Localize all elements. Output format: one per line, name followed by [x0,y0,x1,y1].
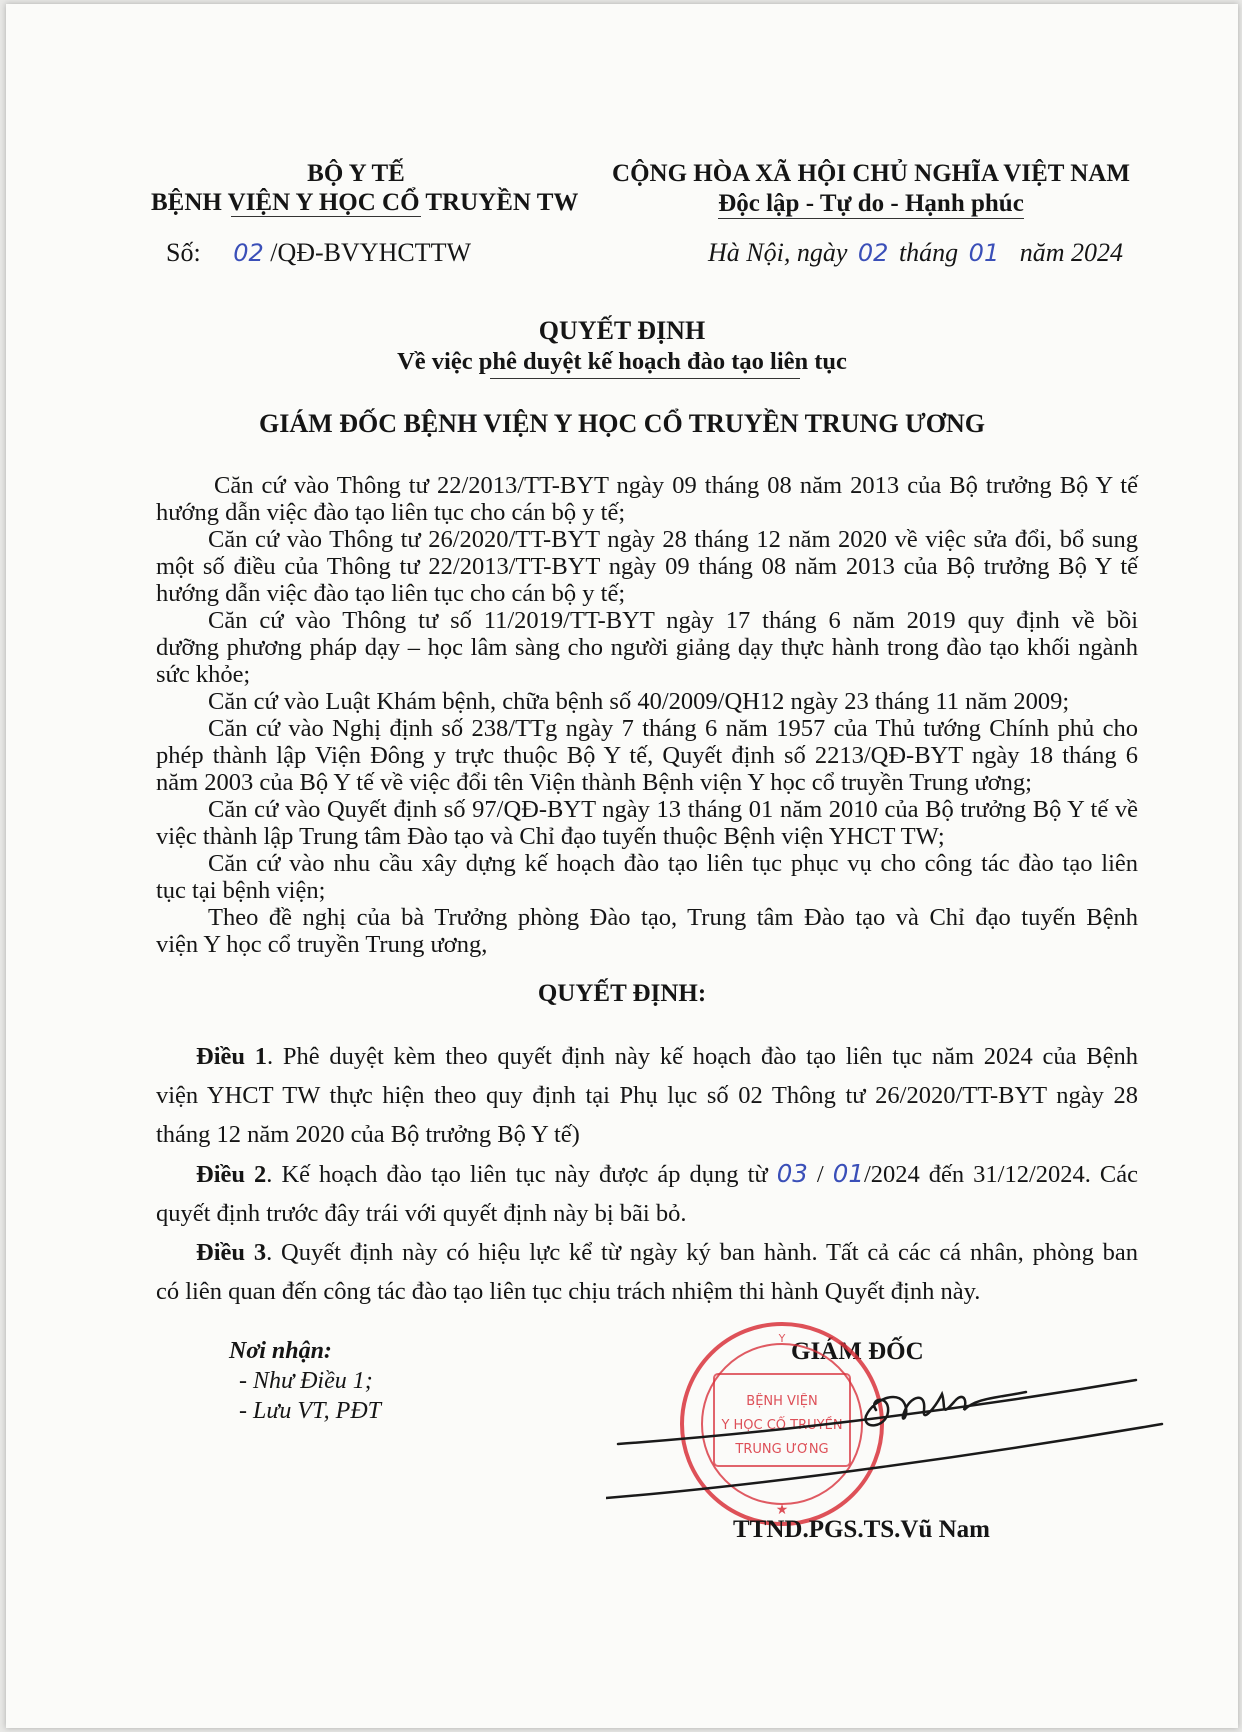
article-3-text: Quyết định này có hiệu lực kể từ ngày ký ban hành. Tất cả các cá nhân, phòng ban [281,1239,1139,1266]
article-2-text-after: /2024 đến 31/12/2024. Các [863,1161,1139,1188]
article-2-line: Điều 2. Kế hoạch đào tạo liên tục này được áp dụng từ 03 / 01/2024 đến 31/12/2024. Các [196,1159,1139,1188]
article-2-text: Kế hoạch đào tạo liên tục này được áp dụng từ [281,1161,768,1188]
signer-name: TTND.PGS.TS.Vũ Nam [733,1516,990,1543]
svg-text:Y: Y [778,1332,786,1345]
motto: Độc lập - Tự do - Hạnh phúc [718,190,1024,217]
number-label: Số: [166,238,201,267]
preamble-item [156,607,1138,688]
articles [156,1037,1138,1311]
preamble-line: Căn cứ vào Luật Khám bệnh, chữa bệnh số 40/2009/QH12 ngày 23 tháng 11 năm 2009; [208,688,1070,715]
article-3-line: Điều 3. Quyết định này có hiệu lực kể từ ngày ký ban hành. Tất cả các cá nhân, phòng ban [196,1239,1139,1266]
preamble-line: tục tại bệnh viện; [156,877,326,904]
document-number [166,238,471,268]
preamble-item [156,904,1138,958]
article-3-label: Điều 3 [196,1239,267,1266]
seal-text: Y HỌC CỔ TRUYỀN [721,1418,843,1433]
preamble-item [156,850,1138,904]
motto-underline [718,218,1024,219]
hospital-name [151,189,578,217]
article-1-text: Phê duyệt kèm theo quyết định này kế hoạch đào tạo liên tục năm 2024 của Bệnh [282,1043,1138,1070]
handwritten-number: 02 [233,239,264,267]
article-2-line: quyết định trước đây trái với quyết định này bị bãi bỏ. [156,1200,687,1227]
recipient-item: - Như Điều 1; [239,1368,373,1394]
preamble-line: Căn cứ vào Thông tư 22/2013/TT-BYT ngày 09 tháng 08 năm 2013 của Bộ trưởng Bộ Y tế [214,472,1138,499]
recipient-item: - Lưu VT, PĐT [239,1398,381,1424]
preamble-item [156,796,1138,850]
article-2 [156,1154,1138,1233]
preamble-line: Căn cứ vào Nghị định số 238/TTg ngày 7 tháng 6 năm 1957 của Thủ tướng Chính phủ cho [208,715,1138,742]
article-1-label: Điều 1 [196,1043,267,1070]
hospital-name-text: BỆNH VIỆN Y HỌC CỔ TRUYỀN TW [151,189,579,216]
document-page [6,4,1238,1728]
recipients-title: Nơi nhận: [229,1338,332,1364]
handwritten-start-day: 03 [776,1159,808,1188]
article-3 [156,1233,1138,1311]
article-1-line: tháng 12 năm 2020 của Bộ trưởng Bộ Y tế) [156,1121,580,1148]
preamble-item [156,715,1138,796]
article-1-line: Điều 1. Phê duyệt kèm theo quyết định này kế hoạch đào tạo liên tục năm 2024 của Bệnh [196,1043,1138,1070]
preamble-item [156,688,1138,715]
preamble-line: một số điều của Thông tư 22/2013/TT-BYT ngày 09 tháng 08 năm 2013 của Bộ trưởng Bộ Y tế [156,553,1138,580]
decision-heading: QUYẾT ĐỊNH: [537,980,707,1007]
preamble [156,472,1138,958]
decision-subtitle: Về việc phê duyệt kế hoạch đào tạo liên tục [397,348,847,375]
preamble-line: Căn cứ vào Quyết định số 97/QĐ-BYT ngày 13 tháng 01 năm 2010 của Bộ trưởng Bộ Y tế về [208,796,1138,823]
preamble-line: Căn cứ vào nhu cầu xây dựng kế hoạch đào tạo liên tục phục vụ cho công tác đào tạo liên [208,850,1138,877]
handwritten-day: 02 [857,239,889,267]
handwritten-start-month: 01 [832,1159,864,1188]
article-1-line: viện YHCT TW thực hiện theo quy định tại Phụ lục số 02 Thông tư 26/2020/TT-BYT ngày 28 [156,1082,1138,1109]
preamble-line: phép thành lập Viện Đông y trực thuộc Bộ Y tế, Quyết định số 2213/QĐ-BYT ngày 18 tháng 6 [156,742,1138,769]
year-label: năm 2024 [1019,238,1123,267]
preamble-item [156,472,1138,526]
republic-name: CỘNG HÒA XÃ HỘI CHỦ NGHĨA VIỆT NAM [612,160,1130,187]
issuing-authority: GIÁM ĐỐC BỆNH VIỆN Y HỌC CỔ TRUYỀN TRUNG ƯƠNG [259,409,985,438]
preamble-item [156,526,1138,607]
article-3-line: có liên quan đến công tác đào tạo liên tục chịu trách nhiệm thi hành Quyết định này. [156,1278,981,1305]
preamble-line: viện Y học cổ truyền Trung ương, [156,931,488,958]
preamble-line: năm 2003 của Bộ Y tế về việc đổi tên Viện thành Bệnh viện Y học cổ truyền Trung ương; [156,769,1032,796]
preamble-line: sức khỏe; [156,661,251,688]
hospital-underline [231,216,421,217]
preamble-line: Theo đề nghị của bà Trưởng phòng Đào tạo, Trung tâm Đào tạo và Chỉ đạo tuyến Bệnh [208,904,1138,931]
svg-text:★: ★ [775,1502,789,1518]
preamble-line: dưỡng phương pháp dạy – học lâm sàng cho người giảng dạy thực hành trong đào tạo khối ngành [156,634,1138,661]
article-1 [156,1037,1138,1154]
article-2-label: Điều 2 [196,1161,267,1188]
signature-graphic [606,1358,1166,1508]
preamble-line: Căn cứ vào Thông tư số 11/2019/TT-BYT ngày 17 tháng 6 năm 2019 quy định về bồi [208,607,1138,634]
preamble-line: hướng dẫn việc đào tạo liên tục cho cán bộ y tế; [156,499,626,526]
handwritten-month: 01 [968,239,1000,267]
signer-position: GIÁM ĐỐC [791,1338,924,1365]
preamble-line: Căn cứ vào Thông tư 26/2020/TT-BYT ngày 28 tháng 12 năm 2020 về việc sửa đổi, bổ sung [208,526,1138,553]
decision-title: QUYẾT ĐỊNH [538,316,706,345]
place-date-prefix: Hà Nội, ngày [708,238,848,267]
handwritten-signature [606,1358,1166,1508]
preamble-line: việc thành lập Trung tâm Đào tạo và Chỉ đạo tuyến thuộc Bệnh viện YHCT TW; [156,823,945,850]
month-label: tháng [898,238,959,267]
seal-text: TRUNG ƯƠNG [735,1442,829,1457]
preamble-line: hướng dẫn việc đào tạo liên tục cho cán bộ y tế; [156,580,626,607]
number-code: /QĐ-BVYHCTTW [270,238,471,267]
place-date [708,238,1123,268]
seal-text: BỆNH VIỆN [746,1394,818,1409]
subtitle-underline [490,378,800,379]
ministry-name: BỘ Y TẾ [307,160,405,187]
